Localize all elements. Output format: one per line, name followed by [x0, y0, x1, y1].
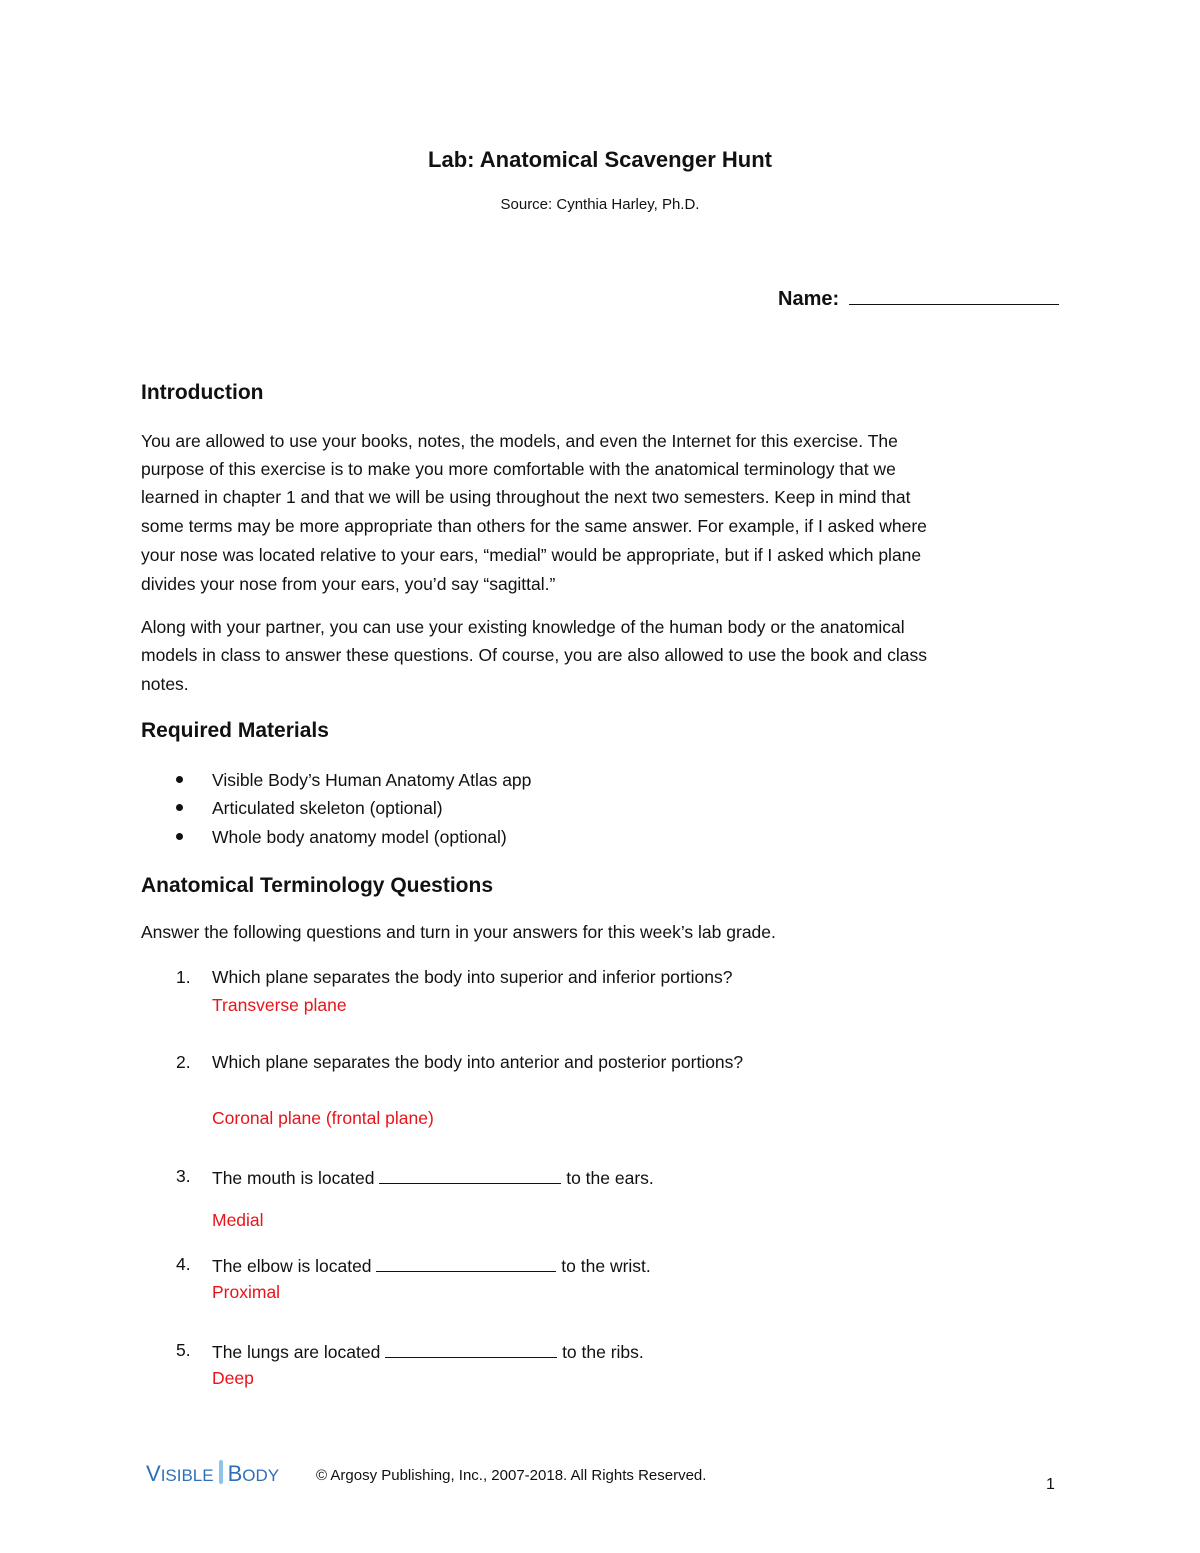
question-post: to the ribs. — [562, 1342, 644, 1362]
question-number: 5. — [176, 1340, 191, 1360]
questions-heading: Anatomical Terminology Questions — [141, 874, 493, 897]
intro-p1-line: divides your nose from your ears, you’d say “sagittal.” — [141, 574, 556, 594]
question-number: 3. — [176, 1166, 191, 1186]
name-label: Name: — [778, 288, 840, 310]
intro-p2-line: notes. — [141, 674, 189, 694]
name-field — [778, 286, 1059, 312]
answer-text: Coronal plane (frontal plane) — [212, 1108, 434, 1128]
intro-p1-line: your nose was located relative to your ears, “medial” would be appropriate, but if I asked which plane — [141, 545, 922, 565]
copyright: © Argosy Publishing, Inc., 2007-2018. All Rights Reserved. — [316, 1467, 707, 1484]
question-pre: The lungs are located — [212, 1342, 381, 1362]
question-number: 1. — [176, 967, 191, 987]
question-pre: The mouth is located — [212, 1168, 375, 1188]
materials-heading: Required Materials — [141, 719, 329, 742]
answer-blank — [376, 1253, 556, 1272]
intro-p1-line: purpose of this exercise is to make you more comfortable with the anatomical terminology that we — [141, 459, 896, 479]
source-line: Source: Cynthia Harley, Ph.D. — [500, 196, 700, 213]
question-pre: The elbow is located — [212, 1256, 372, 1276]
answer-text: Medial — [212, 1210, 264, 1230]
question-post: to the wrist. — [561, 1256, 651, 1276]
intro-heading: Introduction — [141, 381, 264, 404]
material-item: Articulated skeleton (optional) — [212, 798, 443, 818]
question-text: Which plane separates the body into anterior and posterior portions? — [212, 1052, 744, 1072]
intro-p2-line: models in class to answer these questions. Of course, you are also allowed to use the book and class — [141, 645, 927, 665]
intro-p1-line: some terms may be more appropriate than others for the same answer. For example, if I asked where — [141, 516, 927, 536]
answer-blank — [379, 1165, 561, 1184]
question-text: Which plane separates the body into superior and inferior portions? — [212, 967, 733, 987]
intro-p2-line: Along with your partner, you can use your existing knowledge of the human body or the anatomical — [141, 617, 905, 637]
questions-instructions: Answer the following questions and turn in your answers for this week’s lab grade. — [141, 922, 776, 942]
logo-text: VISIBLE — [146, 1461, 214, 1486]
intro-p1-line: learned in chapter 1 and that we will be using throughout the next two semesters. Keep in mind that — [141, 487, 911, 507]
bullet-icon — [176, 833, 183, 840]
human-figure-icon — [219, 1460, 223, 1484]
material-item: Visible Body’s Human Anatomy Atlas app — [212, 770, 532, 790]
answer-text: Transverse plane — [212, 995, 347, 1015]
answer-text: Deep — [212, 1368, 254, 1388]
logo-text: BODY — [227, 1461, 280, 1486]
answer-text: Proximal — [212, 1282, 281, 1302]
question-number: 2. — [176, 1052, 191, 1072]
question-text — [212, 1339, 644, 1363]
bullet-icon — [176, 776, 183, 783]
page-number: 1 — [1046, 1476, 1055, 1493]
material-item: Whole body anatomy model (optional) — [212, 827, 507, 847]
visible-body-logo — [146, 1460, 279, 1487]
intro-p1-line: You are allowed to use your books, notes, the models, and even the Internet for this exercise. The — [141, 431, 898, 451]
question-number: 4. — [176, 1254, 191, 1274]
question-text — [212, 1165, 654, 1189]
page-title: Lab: Anatomical Scavenger Hunt — [428, 147, 772, 172]
name-blank — [849, 286, 1059, 305]
question-post: to the ears. — [566, 1168, 654, 1188]
answer-blank — [385, 1339, 557, 1358]
bullet-icon — [176, 804, 183, 811]
question-text — [212, 1253, 651, 1277]
